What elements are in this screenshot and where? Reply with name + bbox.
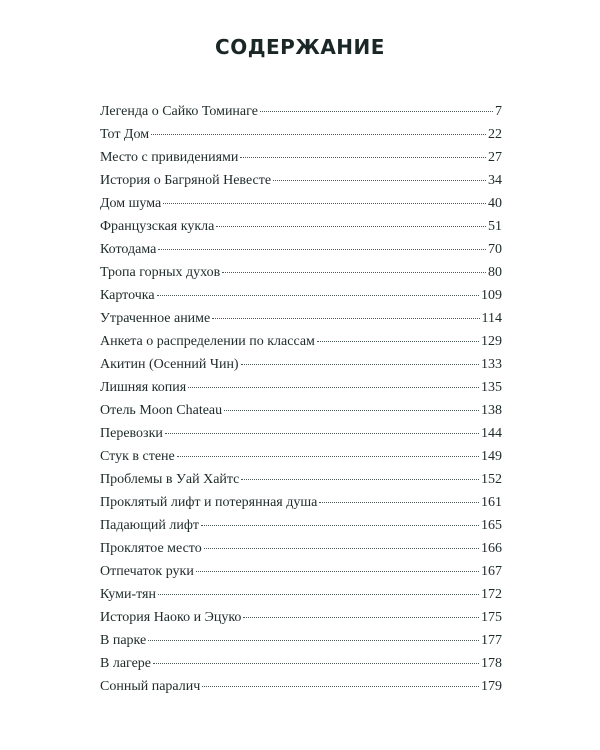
toc-entry-page-number: 165: [481, 518, 502, 533]
dot-leader: [196, 571, 479, 572]
dot-leader: [243, 617, 479, 618]
toc-entry[interactable]: [100, 100, 502, 123]
toc-entry-title: Проклятый лифт и потерянная душа: [100, 495, 318, 510]
toc-entry-title: История Наоко и Эцуко: [100, 610, 242, 625]
toc-entry-title: Тот Дом: [100, 127, 150, 142]
toc-entry[interactable]: [100, 514, 502, 537]
toc-entry-page-number: 161: [481, 495, 502, 510]
toc-entry-title: Тропа горных духов: [100, 265, 221, 280]
dot-leader: [241, 364, 479, 365]
dot-leader: [319, 502, 479, 503]
toc-entry-page-number: 135: [481, 380, 502, 395]
toc-entry-title: Отпечаток руки: [100, 564, 194, 579]
dot-leader: [212, 318, 479, 319]
toc-entry-title: Куми-тян: [100, 587, 156, 602]
toc-entry-title: Карточка: [100, 288, 155, 303]
dot-leader: [317, 341, 479, 342]
toc-entry-page-number: 178: [481, 656, 502, 671]
toc-entry-page-number: 152: [481, 472, 502, 487]
dot-leader: [222, 272, 486, 273]
toc-entry[interactable]: [100, 560, 502, 583]
toc-entry-page-number: 27: [488, 150, 502, 165]
toc-entry-page-number: 177: [481, 633, 502, 648]
toc-entry[interactable]: [100, 284, 502, 307]
toc-entry-title: Легенда о Сайко Томинаге: [100, 104, 258, 119]
dot-leader: [163, 203, 486, 204]
toc-entry-title: Котодама: [100, 242, 157, 257]
toc-entry[interactable]: [100, 468, 502, 491]
toc-entry[interactable]: [100, 491, 502, 514]
toc-entry-title: Акитин (Осенний Чин): [100, 357, 239, 372]
page-title: СОДЕРЖАНИЕ: [215, 35, 385, 59]
toc-entry-page-number: 51: [488, 219, 502, 234]
dot-leader: [241, 479, 479, 480]
toc-entry-title: В парке: [100, 633, 147, 648]
toc-entry[interactable]: [100, 330, 502, 353]
toc-entry-page-number: 149: [481, 449, 502, 464]
dot-leader: [158, 594, 479, 595]
toc-entry[interactable]: [100, 445, 502, 468]
toc-entry-page-number: 172: [481, 587, 502, 602]
toc-entry-page-number: 70: [488, 242, 502, 257]
toc-entry-page-number: 7: [495, 104, 502, 119]
dot-leader: [157, 295, 479, 296]
toc-entry-title: Лишняя копия: [100, 380, 187, 395]
toc-entry-page-number: 34: [488, 173, 502, 188]
toc-entry-page-number: 167: [481, 564, 502, 579]
dot-leader: [202, 686, 479, 687]
toc-entry-title: Место с привидениями: [100, 150, 239, 165]
toc-entry[interactable]: [100, 353, 502, 376]
toc-entry-page-number: 175: [481, 610, 502, 625]
toc-entry[interactable]: [100, 675, 502, 698]
toc-entry[interactable]: [100, 307, 502, 330]
toc-entry[interactable]: [100, 169, 502, 192]
toc-entry[interactable]: [100, 376, 502, 399]
toc-entry[interactable]: [100, 606, 502, 629]
toc-entry[interactable]: [100, 537, 502, 560]
toc-entry-page-number: 166: [481, 541, 502, 556]
dot-leader: [151, 134, 486, 135]
toc-entry-page-number: 22: [488, 127, 502, 142]
toc-entry-page-number: 133: [481, 357, 502, 372]
dot-leader: [165, 433, 479, 434]
toc-entry-title: Французская кукла: [100, 219, 215, 234]
toc-entry-title: Проклятое место: [100, 541, 202, 556]
dot-leader: [158, 249, 486, 250]
toc-entry-title: Дом шума: [100, 196, 162, 211]
toc-entry[interactable]: [100, 583, 502, 606]
toc-entry-page-number: 144: [481, 426, 502, 441]
dot-leader: [148, 640, 479, 641]
toc-entry[interactable]: [100, 215, 502, 238]
toc-entry[interactable]: [100, 422, 502, 445]
toc-entry-title: В лагере: [100, 656, 152, 671]
toc-entry-title: Падающий лифт: [100, 518, 200, 533]
toc-entry-page-number: 179: [481, 679, 502, 694]
dot-leader: [204, 548, 479, 549]
dot-leader: [201, 525, 479, 526]
toc-entry[interactable]: [100, 238, 502, 261]
toc-entry-title: Сонный паралич: [100, 679, 201, 694]
toc-entry-title: Отель Moon Chateau: [100, 403, 223, 418]
dot-leader: [273, 180, 486, 181]
toc-entry[interactable]: [100, 399, 502, 422]
dot-leader: [153, 663, 479, 664]
toc-entry-page-number: 129: [481, 334, 502, 349]
dot-leader: [188, 387, 479, 388]
toc-entry-page-number: 114: [481, 311, 502, 326]
toc-entry[interactable]: [100, 261, 502, 284]
dot-leader: [240, 157, 486, 158]
toc-entry-title: Утраченное аниме: [100, 311, 211, 326]
dot-leader: [260, 111, 493, 112]
toc-entry[interactable]: [100, 629, 502, 652]
toc-entry-title: Перевозки: [100, 426, 163, 441]
toc-entry-title: История о Багряной Невесте: [100, 173, 272, 188]
dot-leader: [224, 410, 479, 411]
toc-entry[interactable]: [100, 652, 502, 675]
table-of-contents: [100, 100, 502, 698]
toc-entry-page-number: 80: [488, 265, 502, 280]
dot-leader: [216, 226, 486, 227]
toc-entry[interactable]: [100, 146, 502, 169]
toc-entry-title: Анкета о распределении по классам: [100, 334, 315, 349]
toc-entry-page-number: 138: [481, 403, 502, 418]
toc-entry[interactable]: [100, 123, 502, 146]
toc-entry-page-number: 40: [488, 196, 502, 211]
toc-entry-title: Стук в стене: [100, 449, 175, 464]
toc-entry[interactable]: [100, 192, 502, 215]
dot-leader: [177, 456, 479, 457]
toc-entry-page-number: 109: [481, 288, 502, 303]
toc-entry-title: Проблемы в Уай Хайтс: [100, 472, 240, 487]
